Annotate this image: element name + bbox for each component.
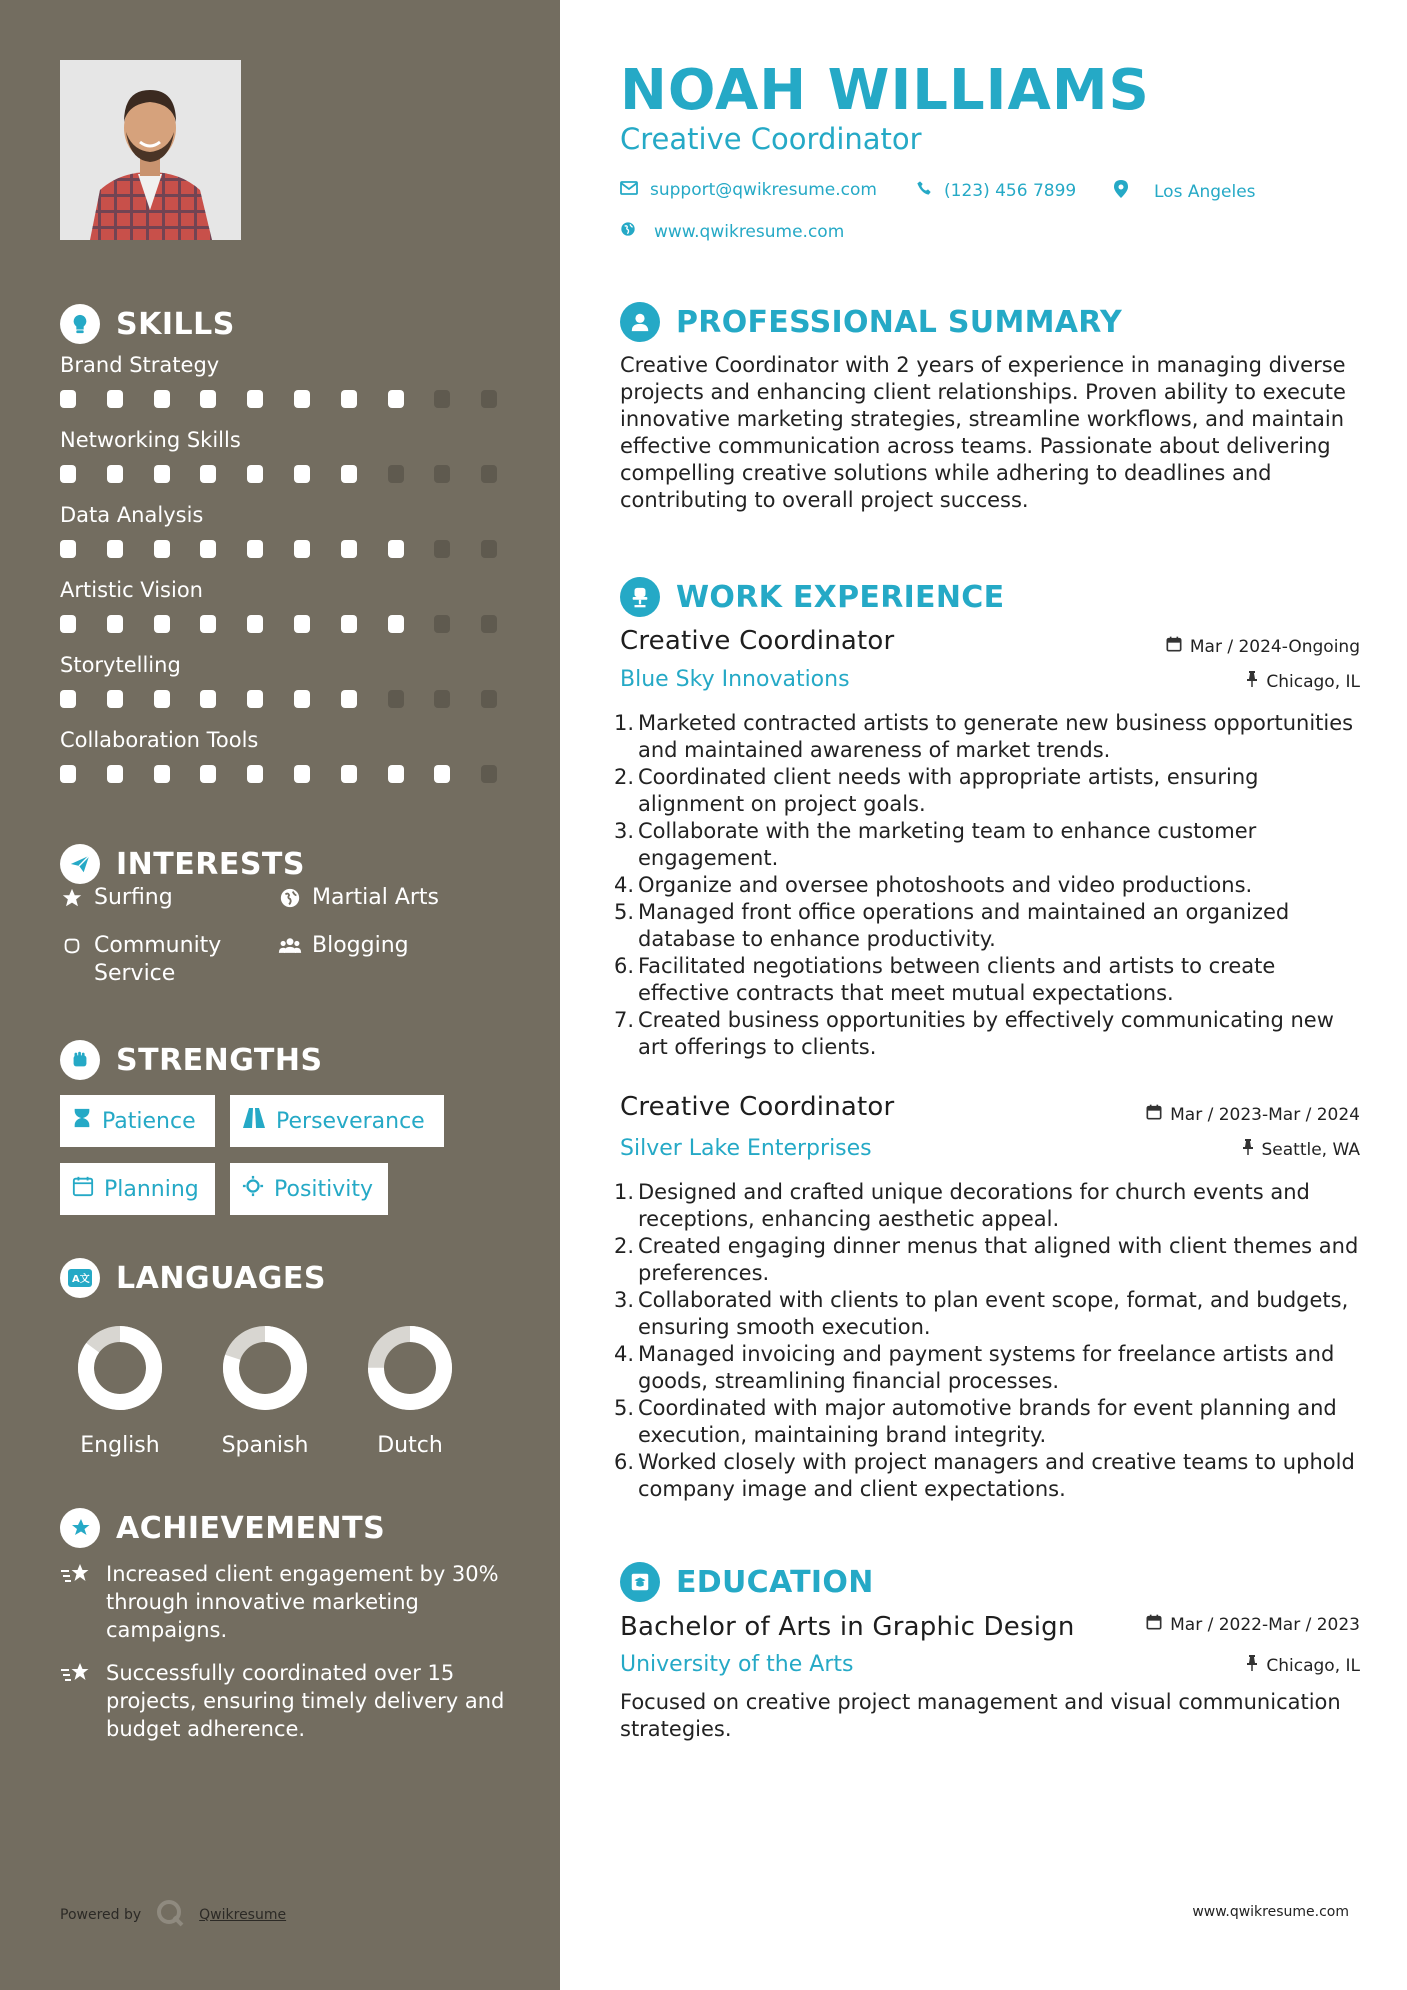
calendar-icon (1146, 1614, 1162, 1635)
skill-dot (388, 690, 404, 708)
bullet-text: Managed invoicing and payment systems for freelance artists and goods, streamlining financial processes. (638, 1342, 1335, 1393)
contact-website[interactable] (620, 221, 844, 242)
skill-dot (388, 615, 404, 633)
bullet-text: Coordinated client needs with appropriate artists, ensuring alignment on project goals. (638, 765, 1259, 816)
pushpin-icon (1246, 1655, 1258, 1676)
education-location-text: Chicago, IL (1266, 1655, 1360, 1676)
svg-text:A文: A文 (72, 1274, 90, 1285)
skill-name: Brand Strategy (60, 353, 220, 377)
skill-dot (388, 765, 404, 783)
skill-dot (294, 765, 310, 783)
powered-by (60, 1898, 286, 1932)
interest-item (60, 932, 260, 988)
interests-heading (60, 844, 305, 884)
job-date (1166, 636, 1360, 657)
skill-dot (200, 465, 216, 483)
skill-dot (294, 390, 310, 408)
skill-item (60, 650, 500, 710)
job-bullet (614, 1341, 1360, 1395)
school-name: University of the Arts (620, 1652, 854, 1677)
shooting-star-icon (60, 1659, 94, 1743)
skill-dot (247, 465, 263, 483)
skill-dot (434, 540, 450, 558)
skill-dot (247, 615, 263, 633)
skill-dot (247, 690, 263, 708)
skill-dot (481, 615, 497, 633)
skill-dot (434, 390, 450, 408)
skill-dot (247, 540, 263, 558)
skill-dot (60, 690, 76, 708)
skill-dot (247, 390, 263, 408)
bullet-number: 2. (614, 765, 635, 789)
language-item (205, 1325, 325, 1458)
skill-rating (60, 465, 500, 485)
footer-url[interactable]: www.qwikresume.com (1192, 1904, 1349, 1920)
bullet-text: Created business opportunities by effectively communicating new art offerings to clients. (638, 1008, 1334, 1059)
job-location-text: Seattle, WA (1261, 1139, 1360, 1160)
skill-dot (341, 465, 357, 483)
qwikresume-logo-icon (155, 1898, 185, 1932)
experience-heading (620, 577, 1004, 617)
education-heading (620, 1562, 874, 1602)
powered-by-label: Powered by (60, 1907, 142, 1923)
skill-rating (60, 690, 500, 710)
job-title: Creative Coordinator (620, 626, 895, 656)
pushpin-icon (1242, 1139, 1254, 1160)
skill-dot (107, 390, 123, 408)
job-title: Creative Coordinator (620, 1092, 895, 1122)
calendar-icon (72, 1175, 94, 1203)
globe-icon (278, 884, 302, 912)
bullet-number: 3. (614, 819, 635, 843)
languages-title: LANGUAGES (116, 1260, 326, 1296)
education-location (1246, 1655, 1360, 1676)
interest-item (278, 884, 439, 912)
chair-icon (620, 577, 660, 617)
job-date (1146, 1104, 1360, 1125)
skill-dot (154, 690, 170, 708)
achievement-text: Increased client engagement by 30% through innovative marketing campaigns. (106, 1562, 499, 1642)
job-bullet (614, 872, 1360, 899)
contact-location (1114, 180, 1256, 203)
skill-dot (107, 540, 123, 558)
skill-dot (294, 465, 310, 483)
skills-heading (60, 304, 235, 344)
graduation-cap-icon (620, 1562, 660, 1602)
phone-icon (916, 180, 932, 201)
candidate-name: NOAH WILLIAMS (620, 58, 1150, 123)
hourglass-icon (72, 1107, 92, 1135)
skill-item (60, 500, 500, 560)
bullet-number: 1. (614, 711, 635, 735)
skills-title: SKILLS (116, 306, 235, 342)
skill-dot (107, 465, 123, 483)
job-bullet (614, 1395, 1360, 1449)
skill-dot (341, 390, 357, 408)
skill-dot (434, 690, 450, 708)
skill-dot (341, 540, 357, 558)
achievements-heading (60, 1508, 385, 1548)
job-bullet (614, 1007, 1360, 1061)
skill-dot (247, 765, 263, 783)
skill-item (60, 725, 500, 785)
interest-label: Blogging (312, 933, 409, 958)
interests-title: INTERESTS (116, 846, 305, 882)
skill-name: Data Analysis (60, 503, 204, 527)
strength-label: Planning (104, 1176, 199, 1202)
education-description: Focused on creative project management and visual communication strategies. (620, 1690, 1341, 1741)
bullet-text: Managed front office operations and maintained an organized database to enhance productivity. (638, 900, 1290, 951)
strength-badge (230, 1163, 388, 1215)
skill-dot (341, 690, 357, 708)
skill-dot (294, 540, 310, 558)
skill-dot (154, 540, 170, 558)
skill-dot (341, 615, 357, 633)
achievements-title: ACHIEVEMENTS (116, 1510, 386, 1546)
bullet-number: 6. (614, 954, 635, 978)
education-date (1146, 1614, 1360, 1635)
paper-plane-icon (60, 844, 100, 884)
sidebar (0, 0, 560, 1990)
skill-dot (434, 765, 450, 783)
skill-name: Storytelling (60, 653, 181, 677)
hand-icon (60, 932, 84, 960)
interest-label: Martial Arts (312, 885, 440, 910)
skill-dot (60, 540, 76, 558)
job-location (1242, 1139, 1361, 1160)
language-name: Dutch (377, 1433, 443, 1458)
bullet-text: Collaborate with the marketing team to enhance customer engagement. (638, 819, 1257, 870)
skill-name: Artistic Vision (60, 578, 203, 602)
map-pin-icon (1114, 180, 1128, 203)
strength-label: Positivity (274, 1176, 374, 1202)
experience-title: WORK EXPERIENCE (676, 579, 1005, 615)
profile-photo (60, 60, 241, 240)
job-date-text: Mar / 2024-Ongoing (1189, 636, 1360, 657)
users-icon (278, 932, 302, 960)
bullet-text: Marketed contracted artists to generate new business opportunities and maintained awareness of market trends. (638, 711, 1354, 762)
strength-label: Perseverance (276, 1108, 425, 1134)
bullet-text: Collaborated with clients to plan event scope, format, and budgets, ensuring smooth execution. (638, 1288, 1349, 1339)
skill-dot (154, 615, 170, 633)
skill-rating (60, 765, 500, 785)
languages-heading (60, 1258, 326, 1298)
bullet-text: Created engaging dinner menus that aligned with client themes and preferences. (638, 1234, 1359, 1285)
achievement-item (60, 1560, 510, 1644)
skill-rating (60, 540, 500, 560)
profile-photo-illustration (60, 60, 241, 240)
job-bullet (614, 764, 1360, 818)
job-bullet (614, 818, 1360, 872)
skill-dot (481, 540, 497, 558)
skill-dot (200, 390, 216, 408)
bullet-text: Facilitated negotiations between clients and artists to create effective contracts that meet mutual expectations. (638, 954, 1276, 1005)
skill-dot (388, 540, 404, 558)
language-ring (77, 1325, 163, 1411)
envelope-icon (620, 180, 638, 200)
language-ring (367, 1325, 453, 1411)
summary-heading (620, 302, 1122, 342)
candidate-title: Creative Coordinator (620, 122, 922, 156)
bullet-number: 6. (614, 1450, 635, 1474)
skill-item (60, 575, 500, 635)
skill-dot (388, 465, 404, 483)
skill-dot (434, 465, 450, 483)
language-name: Spanish (221, 1433, 309, 1458)
strength-label: Patience (102, 1108, 196, 1134)
job-bullet (614, 899, 1360, 953)
strength-badge (60, 1163, 215, 1215)
job-bullets (614, 1179, 1360, 1503)
summary-title: PROFESSIONAL SUMMARY (676, 304, 1123, 340)
bullet-text: Designed and crafted unique decorations for church events and receptions, enhancing aesthetic appeal. (638, 1180, 1310, 1231)
location-text: Los Angeles (1154, 181, 1256, 202)
bullet-text: Coordinated with major automotive brands for event planning and execution, maintaining brand integrity. (638, 1396, 1337, 1447)
sun-icon (242, 1175, 264, 1203)
skill-dot (200, 615, 216, 633)
job-location (1246, 671, 1360, 692)
lightbulb-icon (60, 304, 100, 344)
interest-label: Community Service (94, 933, 222, 986)
job-bullet (614, 1287, 1360, 1341)
job-bullet (614, 1449, 1360, 1503)
strengths-title: STRENGTHS (116, 1042, 323, 1078)
skill-name: Networking Skills (60, 428, 241, 452)
job-location-text: Chicago, IL (1266, 671, 1360, 692)
education-date-text: Mar / 2022-Mar / 2023 (1170, 1614, 1360, 1635)
language-item (350, 1325, 470, 1458)
strength-badge (230, 1095, 444, 1147)
achievement-item (60, 1659, 510, 1743)
job-date-text: Mar / 2023-Mar / 2024 (1170, 1104, 1360, 1125)
contact-email[interactable] (620, 180, 877, 200)
shooting-star-icon (60, 1560, 94, 1644)
language-ring (222, 1325, 308, 1411)
calendar-icon (1146, 1104, 1162, 1125)
job-bullet (614, 1233, 1360, 1287)
bullet-number: 5. (614, 900, 635, 924)
skill-rating (60, 390, 500, 410)
skill-dot (294, 690, 310, 708)
bullet-number: 3. (614, 1288, 635, 1312)
achievement-text: Successfully coordinated over 15 projects, ensuring timely delivery and budget adherence. (106, 1661, 505, 1741)
bullet-number: 7. (614, 1008, 635, 1032)
bullet-number: 2. (614, 1234, 635, 1258)
job-bullets (614, 710, 1360, 1061)
bullet-text: Organize and oversee photoshoots and video productions. (638, 873, 1253, 897)
website-text: www.qwikresume.com (654, 221, 845, 242)
globe-icon (620, 221, 636, 242)
skill-dot (294, 615, 310, 633)
language-name: English (80, 1433, 160, 1458)
skill-dot (341, 765, 357, 783)
interest-item (278, 932, 409, 960)
skill-dot (60, 765, 76, 783)
phone-text: (123) 456 7899 (944, 180, 1077, 201)
skill-dot (154, 765, 170, 783)
job-bullet (614, 953, 1360, 1007)
road-icon (242, 1108, 266, 1134)
qwikresume-link[interactable]: Qwikresume (199, 1907, 287, 1923)
interest-item (60, 884, 173, 912)
user-icon (620, 302, 660, 342)
skill-name: Collaboration Tools (60, 728, 259, 752)
skill-item (60, 425, 500, 485)
job-bullet (614, 1179, 1360, 1233)
bullet-text: Worked closely with project managers and creative teams to uphold company image and client expectations. (638, 1450, 1355, 1501)
bullet-number: 5. (614, 1396, 635, 1420)
company-name: Blue Sky Innovations (620, 667, 850, 692)
skill-dot (107, 615, 123, 633)
strength-badge (60, 1095, 215, 1147)
skill-item (60, 350, 500, 410)
skill-dot (107, 690, 123, 708)
summary-text: Creative Coordinator with 2 years of experience in managing diverse projects and enhancing client relationships. Proven ability to execute innovative marketing strategies, streamline workflows, and maintain effective communication across teams. Passionate about delivering compelling creative solutions while adhering to deadlines and contributing to overall project success. (620, 353, 1346, 512)
language-icon (60, 1258, 100, 1298)
skill-dot (60, 465, 76, 483)
achievement-star-icon (60, 1508, 100, 1548)
skill-dot (200, 690, 216, 708)
skill-dot (154, 465, 170, 483)
skill-dot (200, 765, 216, 783)
strengths-heading (60, 1040, 323, 1080)
skill-dot (481, 390, 497, 408)
skill-dot (154, 390, 170, 408)
degree-title: Bachelor of Arts in Graphic Design (620, 1612, 1075, 1642)
skill-dot (60, 615, 76, 633)
skill-dot (107, 765, 123, 783)
bullet-number: 4. (614, 873, 635, 897)
skill-dot (388, 390, 404, 408)
skill-rating (60, 615, 500, 635)
star-icon (60, 884, 84, 912)
skill-dot (481, 765, 497, 783)
skill-dot (60, 390, 76, 408)
language-item (60, 1325, 180, 1458)
pushpin-icon (1246, 671, 1258, 692)
contact-phone[interactable] (916, 180, 1076, 201)
fist-icon (60, 1040, 100, 1080)
skill-dot (434, 615, 450, 633)
skill-dot (481, 690, 497, 708)
job-bullet (614, 710, 1360, 764)
calendar-icon (1166, 636, 1182, 657)
skill-dot (481, 465, 497, 483)
bullet-number: 1. (614, 1180, 635, 1204)
company-name: Silver Lake Enterprises (620, 1136, 872, 1161)
skill-dot (200, 540, 216, 558)
interest-label: Surfing (94, 885, 173, 910)
bullet-number: 4. (614, 1342, 635, 1366)
education-title: EDUCATION (676, 1564, 874, 1600)
email-text: support@qwikresume.com (650, 180, 877, 200)
